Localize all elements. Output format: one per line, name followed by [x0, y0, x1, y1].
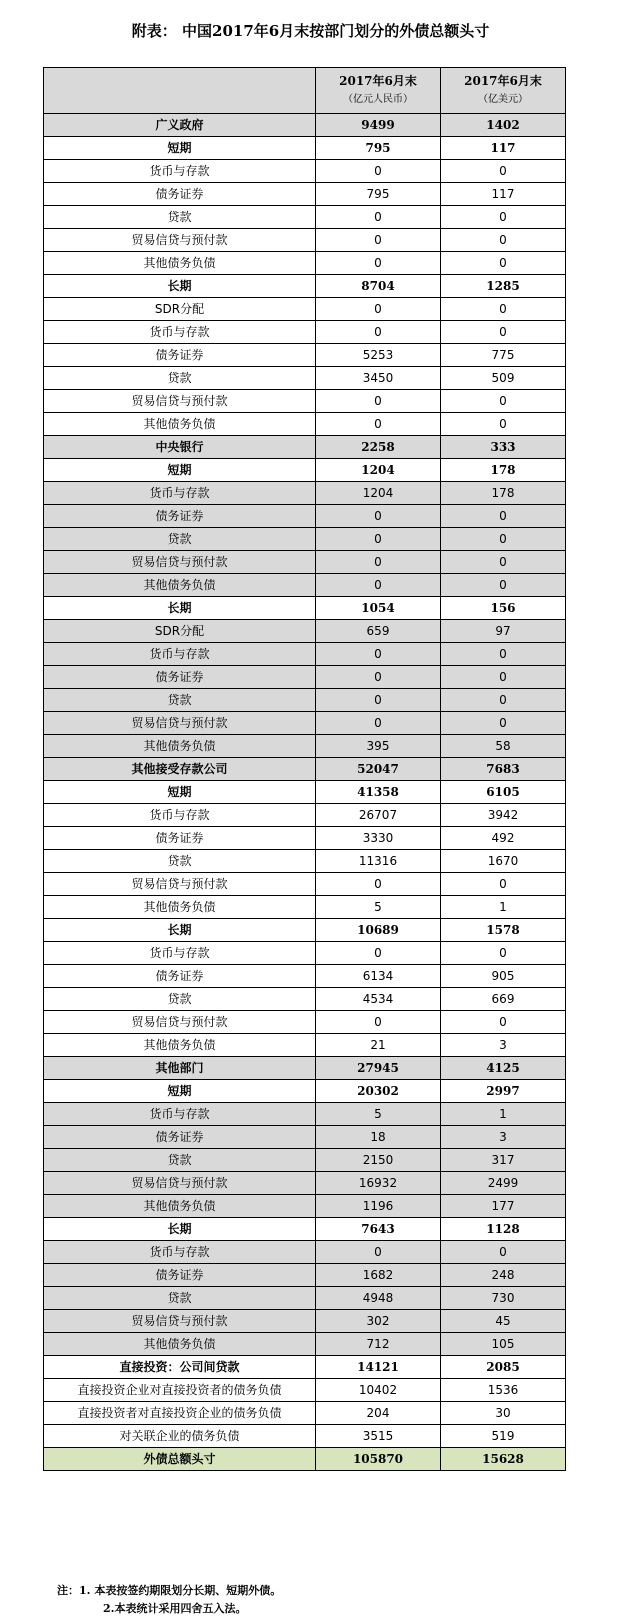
table-row	[44, 781, 566, 804]
row-label: 债务证券	[44, 1126, 316, 1149]
row-value-rmb: 1054	[316, 597, 441, 620]
external-debt-table	[43, 67, 566, 1471]
row-value-rmb: 0	[316, 689, 441, 712]
row-value-rmb: 18	[316, 1126, 441, 1149]
row-label: 贸易信贷与预付款	[44, 1172, 316, 1195]
row-label: 短期	[44, 137, 316, 160]
table-row	[44, 436, 566, 459]
row-label: 其他债务负债	[44, 252, 316, 275]
row-value-usd: 177	[441, 1195, 566, 1218]
row-label: 贸易信贷与预付款	[44, 1011, 316, 1034]
row-value-usd: 30	[441, 1402, 566, 1425]
row-value-usd: 1670	[441, 850, 566, 873]
table-row	[44, 758, 566, 781]
table-row	[44, 1172, 566, 1195]
table-row	[44, 114, 566, 137]
row-value-rmb: 3330	[316, 827, 441, 850]
row-value-usd: 0	[441, 689, 566, 712]
table-row	[44, 344, 566, 367]
row-value-usd: 519	[441, 1425, 566, 1448]
row-value-usd: 0	[441, 666, 566, 689]
table-row	[44, 1425, 566, 1448]
table-row	[44, 482, 566, 505]
row-label: 债务证券	[44, 505, 316, 528]
row-value-usd: 492	[441, 827, 566, 850]
row-label: 其他债务负债	[44, 1195, 316, 1218]
row-value-rmb: 0	[316, 321, 441, 344]
row-value-rmb: 0	[316, 298, 441, 321]
row-label: 对关联企业的债务负债	[44, 1425, 316, 1448]
row-value-usd: 0	[441, 574, 566, 597]
row-value-rmb: 10402	[316, 1379, 441, 1402]
row-label: 贸易信贷与预付款	[44, 1310, 316, 1333]
table-row	[44, 1011, 566, 1034]
row-value-usd: 509	[441, 367, 566, 390]
table-row	[44, 1333, 566, 1356]
header-usd-date: 2017年6月末	[464, 74, 542, 88]
table-row	[44, 1241, 566, 1264]
row-value-rmb: 41358	[316, 781, 441, 804]
row-value-rmb: 0	[316, 551, 441, 574]
row-label: 货币与存款	[44, 1241, 316, 1264]
table-row	[44, 1448, 566, 1471]
row-value-usd: 1536	[441, 1379, 566, 1402]
page-title: 附表： 中国2017年6月末按部门划分的外债总额头寸	[131, 22, 490, 40]
row-label: 其他部门	[44, 1057, 316, 1080]
row-value-rmb: 1204	[316, 482, 441, 505]
row-label: 其他债务负债	[44, 1333, 316, 1356]
row-value-usd: 178	[441, 482, 566, 505]
row-label: 债务证券	[44, 827, 316, 850]
table-row	[44, 528, 566, 551]
table-row	[44, 988, 566, 1011]
table-row	[44, 620, 566, 643]
row-value-usd: 45	[441, 1310, 566, 1333]
row-value-rmb: 3450	[316, 367, 441, 390]
row-value-rmb: 0	[316, 528, 441, 551]
row-value-usd: 0	[441, 942, 566, 965]
row-value-rmb: 9499	[316, 114, 441, 137]
row-value-rmb: 16932	[316, 1172, 441, 1195]
row-value-usd: 0	[441, 873, 566, 896]
table-row	[44, 298, 566, 321]
header-usd-unit: （亿美元）	[478, 94, 528, 105]
table-row	[44, 275, 566, 298]
header-rmb-date: 2017年6月末	[339, 74, 417, 88]
row-label: 短期	[44, 1080, 316, 1103]
row-value-usd: 2997	[441, 1080, 566, 1103]
row-value-usd: 0	[441, 643, 566, 666]
row-label: 贷款	[44, 1287, 316, 1310]
header-rmb	[316, 68, 441, 114]
table-header-row	[44, 68, 566, 114]
table-row	[44, 689, 566, 712]
footnotes	[57, 1582, 281, 1618]
row-value-rmb: 5	[316, 1103, 441, 1126]
row-value-rmb: 0	[316, 643, 441, 666]
row-label: SDR分配	[44, 298, 316, 321]
table-row	[44, 597, 566, 620]
row-label: 其他债务负债	[44, 413, 316, 436]
row-value-usd: 4125	[441, 1057, 566, 1080]
table-row	[44, 1149, 566, 1172]
row-label: 货币与存款	[44, 643, 316, 666]
row-value-usd: 1	[441, 1103, 566, 1126]
row-label: 货币与存款	[44, 482, 316, 505]
row-value-rmb: 302	[316, 1310, 441, 1333]
row-value-rmb: 0	[316, 873, 441, 896]
row-value-rmb: 7643	[316, 1218, 441, 1241]
row-value-usd: 15628	[441, 1448, 566, 1471]
row-label: 贷款	[44, 1149, 316, 1172]
table-row	[44, 666, 566, 689]
header-rmb-unit: （亿元人民币）	[343, 94, 413, 105]
row-value-rmb: 659	[316, 620, 441, 643]
row-label: 直接投资：公司间贷款	[44, 1356, 316, 1379]
row-label: 货币与存款	[44, 804, 316, 827]
row-value-rmb: 4948	[316, 1287, 441, 1310]
row-value-rmb: 1204	[316, 459, 441, 482]
row-value-rmb: 0	[316, 160, 441, 183]
row-label: 长期	[44, 597, 316, 620]
row-label: 债务证券	[44, 1264, 316, 1287]
row-value-usd: 669	[441, 988, 566, 1011]
table-row	[44, 137, 566, 160]
row-label: 长期	[44, 1218, 316, 1241]
table-row	[44, 965, 566, 988]
row-label: 贷款	[44, 206, 316, 229]
table-row	[44, 896, 566, 919]
row-value-rmb: 395	[316, 735, 441, 758]
row-label: 贸易信贷与预付款	[44, 712, 316, 735]
table-row	[44, 827, 566, 850]
row-value-rmb: 795	[316, 183, 441, 206]
row-value-usd: 905	[441, 965, 566, 988]
row-label: 贸易信贷与预付款	[44, 873, 316, 896]
row-value-rmb: 0	[316, 206, 441, 229]
row-label: 贷款	[44, 367, 316, 390]
row-value-rmb: 0	[316, 712, 441, 735]
row-label: 其他债务负债	[44, 574, 316, 597]
row-value-rmb: 52047	[316, 758, 441, 781]
table-row	[44, 1034, 566, 1057]
row-label: 货币与存款	[44, 1103, 316, 1126]
row-value-usd: 58	[441, 735, 566, 758]
row-label: 其他债务负债	[44, 896, 316, 919]
row-value-usd: 117	[441, 137, 566, 160]
row-label: 短期	[44, 459, 316, 482]
row-value-usd: 105	[441, 1333, 566, 1356]
table-row	[44, 183, 566, 206]
row-value-rmb: 2150	[316, 1149, 441, 1172]
row-value-usd: 1	[441, 896, 566, 919]
row-value-usd: 0	[441, 252, 566, 275]
row-value-usd: 97	[441, 620, 566, 643]
table-row	[44, 873, 566, 896]
table-row	[44, 551, 566, 574]
row-label: 外债总额头寸	[44, 1448, 316, 1471]
row-value-usd: 1402	[441, 114, 566, 137]
table-row	[44, 413, 566, 436]
table-row	[44, 850, 566, 873]
row-label: 贷款	[44, 689, 316, 712]
table-row	[44, 1402, 566, 1425]
row-value-usd: 775	[441, 344, 566, 367]
table-row	[44, 1126, 566, 1149]
row-value-usd: 730	[441, 1287, 566, 1310]
row-value-usd: 0	[441, 1241, 566, 1264]
row-value-rmb: 712	[316, 1333, 441, 1356]
row-label: 货币与存款	[44, 160, 316, 183]
row-value-usd: 0	[441, 390, 566, 413]
row-value-usd: 7683	[441, 758, 566, 781]
row-label: 贷款	[44, 850, 316, 873]
row-label: SDR分配	[44, 620, 316, 643]
table-row	[44, 919, 566, 942]
row-label: 贸易信贷与预付款	[44, 551, 316, 574]
row-label: 债务证券	[44, 183, 316, 206]
row-value-rmb: 0	[316, 390, 441, 413]
row-value-usd: 0	[441, 229, 566, 252]
row-label: 中央银行	[44, 436, 316, 459]
row-value-rmb: 21	[316, 1034, 441, 1057]
row-value-rmb: 4534	[316, 988, 441, 1011]
table-row	[44, 252, 566, 275]
table-row	[44, 390, 566, 413]
table-row	[44, 1356, 566, 1379]
row-value-usd: 0	[441, 160, 566, 183]
row-label: 直接投资者对直接投资企业的债务负债	[44, 1402, 316, 1425]
row-label: 货币与存款	[44, 942, 316, 965]
row-label: 债务证券	[44, 344, 316, 367]
row-value-rmb: 10689	[316, 919, 441, 942]
table-row	[44, 942, 566, 965]
table-row	[44, 160, 566, 183]
row-value-usd: 0	[441, 298, 566, 321]
row-value-usd: 317	[441, 1149, 566, 1172]
footnote-1: 注：1. 本表按签约期限划分长期、短期外债。	[57, 1584, 282, 1597]
row-value-rmb: 105870	[316, 1448, 441, 1471]
table-row	[44, 804, 566, 827]
row-value-usd: 3	[441, 1034, 566, 1057]
row-label: 贸易信贷与预付款	[44, 390, 316, 413]
table-row	[44, 1218, 566, 1241]
table-row	[44, 643, 566, 666]
row-label: 直接投资企业对直接投资者的债务负债	[44, 1379, 316, 1402]
row-value-usd: 2499	[441, 1172, 566, 1195]
header-blank-cell	[44, 68, 316, 114]
row-value-usd: 248	[441, 1264, 566, 1287]
row-value-usd: 333	[441, 436, 566, 459]
row-value-usd: 117	[441, 183, 566, 206]
row-label: 其他债务负债	[44, 735, 316, 758]
row-value-usd: 1578	[441, 919, 566, 942]
row-value-rmb: 0	[316, 1011, 441, 1034]
row-value-usd: 0	[441, 551, 566, 574]
row-value-usd: 0	[441, 505, 566, 528]
table-row	[44, 1264, 566, 1287]
row-label: 贷款	[44, 528, 316, 551]
row-value-usd: 0	[441, 206, 566, 229]
row-value-rmb: 0	[316, 942, 441, 965]
row-value-rmb: 14121	[316, 1356, 441, 1379]
row-value-rmb: 0	[316, 413, 441, 436]
row-value-usd: 156	[441, 597, 566, 620]
table-row	[44, 735, 566, 758]
table-row	[44, 229, 566, 252]
row-value-usd: 6105	[441, 781, 566, 804]
row-value-usd: 2085	[441, 1356, 566, 1379]
table-row	[44, 712, 566, 735]
row-label: 债务证券	[44, 965, 316, 988]
table-row	[44, 1057, 566, 1080]
row-label: 其他接受存款公司	[44, 758, 316, 781]
row-value-rmb: 1682	[316, 1264, 441, 1287]
row-value-rmb: 0	[316, 574, 441, 597]
row-value-rmb: 20302	[316, 1080, 441, 1103]
row-value-usd: 0	[441, 712, 566, 735]
table-row	[44, 321, 566, 344]
row-value-rmb: 5	[316, 896, 441, 919]
row-value-usd: 1285	[441, 275, 566, 298]
row-value-rmb: 2258	[316, 436, 441, 459]
row-value-rmb: 3515	[316, 1425, 441, 1448]
row-label: 债务证券	[44, 666, 316, 689]
row-label: 长期	[44, 919, 316, 942]
table-row	[44, 1310, 566, 1333]
header-usd	[441, 68, 566, 114]
footnote-2: 2.本表统计采用四舍五入法。	[103, 1602, 247, 1615]
row-value-usd: 0	[441, 528, 566, 551]
table-row	[44, 206, 566, 229]
row-value-usd: 3	[441, 1126, 566, 1149]
row-value-rmb: 6134	[316, 965, 441, 988]
row-value-rmb: 0	[316, 1241, 441, 1264]
table-row	[44, 459, 566, 482]
row-value-usd: 0	[441, 1011, 566, 1034]
row-value-rmb: 204	[316, 1402, 441, 1425]
table-row	[44, 1195, 566, 1218]
row-value-usd: 3942	[441, 804, 566, 827]
row-value-rmb: 8704	[316, 275, 441, 298]
table-row	[44, 1080, 566, 1103]
table-row	[44, 1287, 566, 1310]
row-value-rmb: 11316	[316, 850, 441, 873]
table-row	[44, 367, 566, 390]
row-value-usd: 1128	[441, 1218, 566, 1241]
row-label: 短期	[44, 781, 316, 804]
row-label: 长期	[44, 275, 316, 298]
row-value-rmb: 0	[316, 229, 441, 252]
row-value-rmb: 26707	[316, 804, 441, 827]
table-row	[44, 1379, 566, 1402]
row-value-usd: 0	[441, 413, 566, 436]
row-value-rmb: 0	[316, 666, 441, 689]
row-value-rmb: 795	[316, 137, 441, 160]
row-value-rmb: 0	[316, 505, 441, 528]
row-label: 其他债务负债	[44, 1034, 316, 1057]
row-label: 贷款	[44, 988, 316, 1011]
table-row	[44, 1103, 566, 1126]
row-value-rmb: 5253	[316, 344, 441, 367]
row-value-rmb: 1196	[316, 1195, 441, 1218]
row-value-rmb: 27945	[316, 1057, 441, 1080]
row-label: 货币与存款	[44, 321, 316, 344]
row-label: 贸易信贷与预付款	[44, 229, 316, 252]
row-value-usd: 0	[441, 321, 566, 344]
table-row	[44, 574, 566, 597]
table-row	[44, 505, 566, 528]
row-value-usd: 178	[441, 459, 566, 482]
row-value-rmb: 0	[316, 252, 441, 275]
row-label: 广义政府	[44, 114, 316, 137]
